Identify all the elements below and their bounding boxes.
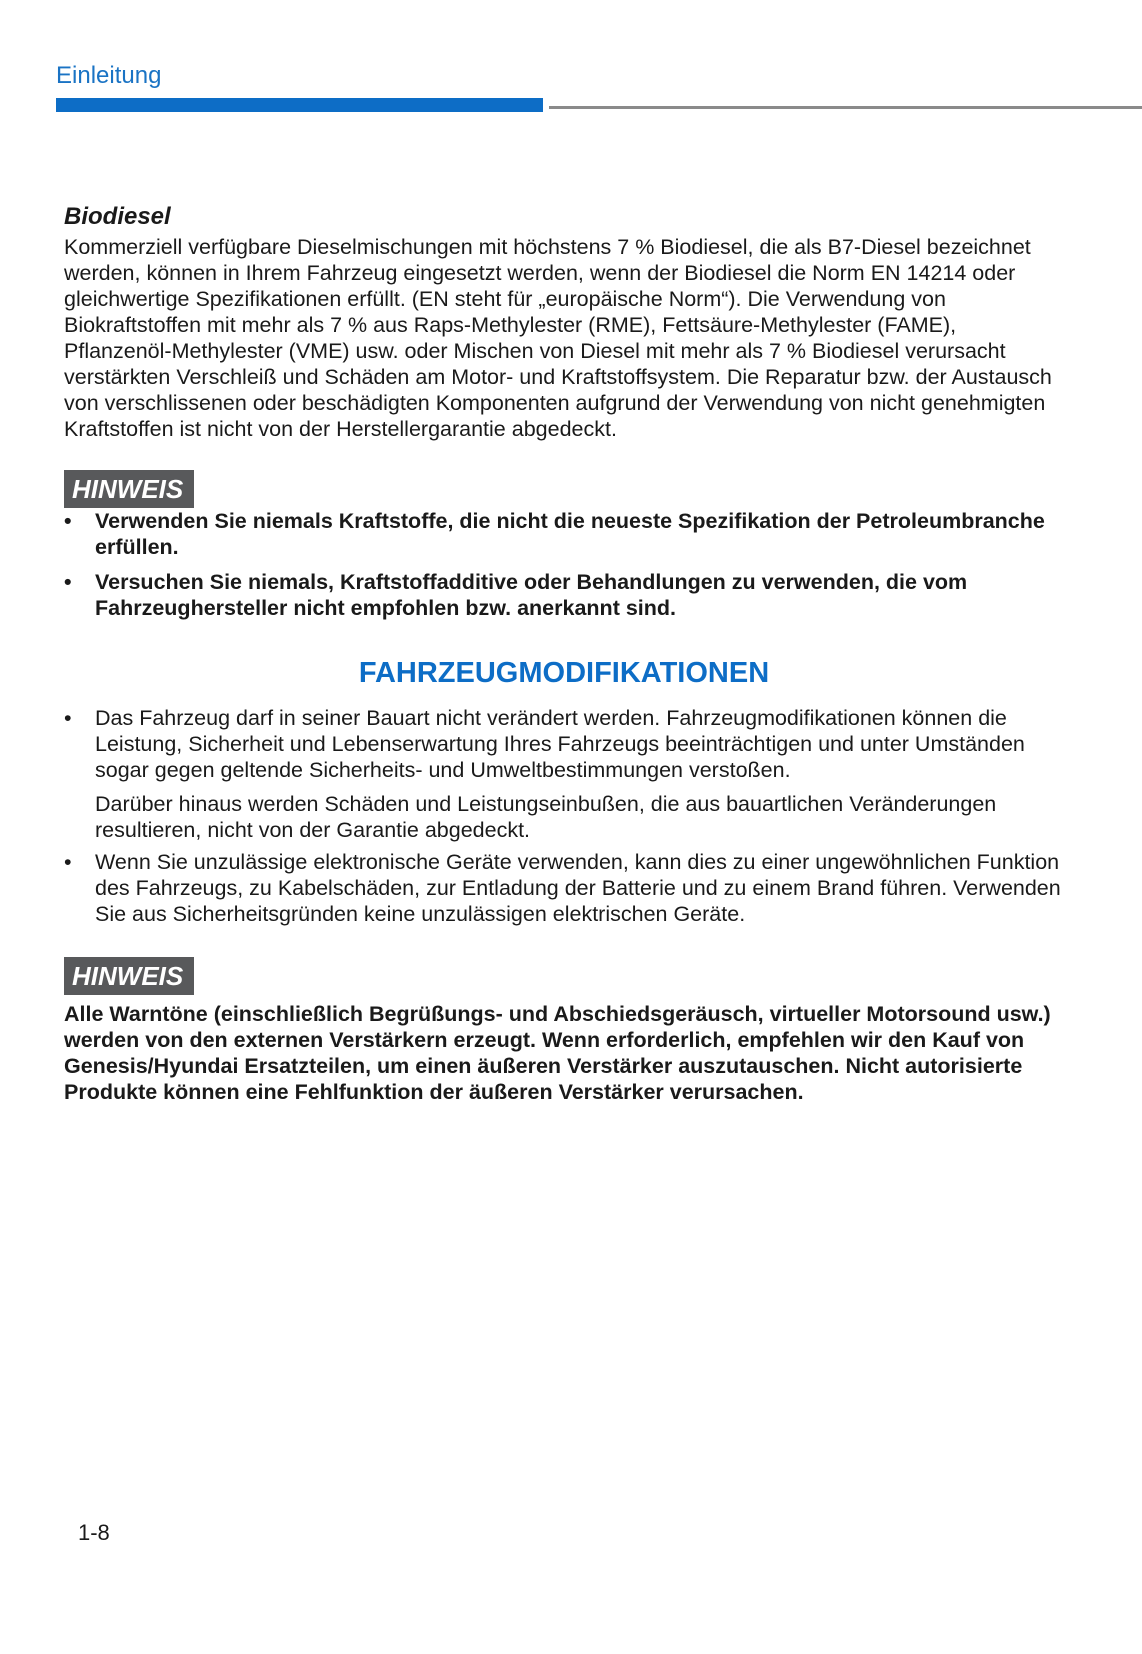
header-accent-bar [56,98,543,112]
page-number: 1-8 [78,1520,110,1545]
note-label: HINWEIS [64,470,194,508]
header-rule [549,106,1142,109]
list-item: • Verwenden Sie niemals Kraftstoffe, die nicht die neueste Spezifikation der Petroleumbranche erfüllen. [64,508,1064,560]
modifications-list [64,705,1064,927]
list-item [64,849,1064,927]
note-label: HINWEIS [64,957,194,995]
chapter-title: Einleitung [56,62,162,89]
list-item: • Versuchen Sie niemals, Kraftstoffadditive oder Behandlungen zu verwenden, die vom Fahrzeughersteller nicht empfohlen bzw. anerkannt sind. [64,569,1064,621]
note-box-fuel [64,470,1064,621]
biodiesel-heading: Biodiesel [64,203,171,230]
page-content [64,202,1064,1105]
note-text: Alle Warntöne (einschließlich Begrüßungs- und Abschiedsgeräusch, virtueller Motorsound usw.) werden von den externen Verstärkern erzeugt. Wenn erforderlich, empfehlen wir den Kauf von Genesis/Hyundai Ersatzteilen, um einen äußeren Verstärker auszutauschen. Nicht autorisierte Produkte können eine Fehlfunktion der äußeren Verstärker verursachen. [64,1002,1051,1104]
note-list [64,508,1064,621]
biodiesel-paragraph: Kommerziell verfügbare Dieselmischungen mit höchstens 7 % Biodiesel, die als B7-Diesel bezeichnet werden, können in Ihrem Fahrzeug eingesetzt werden, wenn der Biodiesel die Norm EN 14214 oder gleichwertige Spezifikationen erfüllt. (EN steht für „europäische Norm“). Die Verwendung von Biokraftstoffen mit mehr als 7 % aus Raps-Methylester (RME), Fettsäure-Methylester (FAME), Pflanzenöl-Methylester (VME) usw. oder Mischen von Diesel mit mehr als 7 % Biodiesel verursacht verstärkten Verschleiß und Schäden am Motor- und Kraftstoffsystem. Die Reparatur bzw. der Austausch von verschlissenen oder beschädigten Komponenten aufgrund der Verwendung von nicht genehmigten Kraftstoffen ist nicht von der Herstellergarantie abgedeckt. [64,235,1052,441]
list-item-text: • Das Fahrzeug darf in seiner Bauart nicht verändert werden. Fahrzeugmodifikationen können die Leistung, Sicherheit und Lebenserwartung Ihres Fahrzeugs beeinträchtigen und unter Umständen sogar gegen geltende Sicherheits- und Umweltbestimmungen verstoßen. [95,706,1025,782]
list-item-text: • Wenn Sie unzulässige elektronische Geräte verwenden, kann dies zu einer ungewöhnlichen Funktion des Fahrzeugs, zu Kabelschäden, zur Entladung der Batterie und zu einem Brand führen. Verwenden Sie aus Sicherheitsgründen keine unzulässigen elektrischen Geräte. [95,850,1061,926]
list-item-extra-text: Darüber hinaus werden Schäden und Leistungseinbußen, die aus bauartlichen Veränderungen resultieren, nicht von der Garantie abgedeckt. [95,792,997,842]
list-item [64,705,1064,843]
note-box-sound [64,957,1064,1105]
section-title: FAHRZEUGMODIFIKATIONEN [358,657,770,689]
